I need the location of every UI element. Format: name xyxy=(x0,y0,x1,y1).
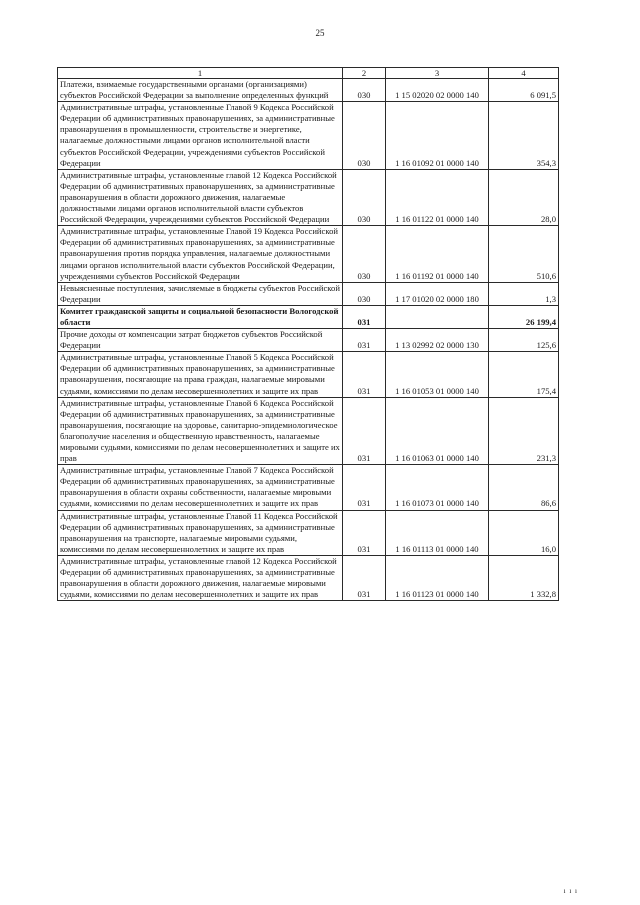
table-row xyxy=(58,352,559,397)
budget-classification-code: 1 16 01192 01 0000 140 xyxy=(386,226,489,282)
table-row xyxy=(58,397,559,465)
budget-classification-code: 1 16 01053 01 0000 140 xyxy=(386,352,489,397)
revenue-table xyxy=(57,67,559,601)
admin-code: 031 xyxy=(343,305,386,328)
amount: 175,4 xyxy=(489,352,559,397)
amount: 26 199,4 xyxy=(489,305,559,328)
corner-mark: ı ı ı xyxy=(563,887,578,895)
amount: 231,3 xyxy=(489,397,559,465)
revenue-name: Административные штрафы, установленные Главой 7 Кодекса Российской Федерации об административных правонарушениях, за административные правонарушения в области охраны собственности, налагаемые мировыми судьями, комиссиями по делам несовершеннолетних и защите их прав xyxy=(58,465,343,510)
admin-code: 031 xyxy=(343,555,386,600)
amount: 1,3 xyxy=(489,282,559,305)
table-row xyxy=(58,226,559,282)
table-row xyxy=(58,169,559,225)
amount: 125,6 xyxy=(489,329,559,352)
table-row xyxy=(58,79,559,102)
admin-code: 030 xyxy=(343,282,386,305)
admin-code: 030 xyxy=(343,226,386,282)
table-row xyxy=(58,102,559,170)
admin-code: 031 xyxy=(343,352,386,397)
budget-classification-code: 1 16 01123 01 0000 140 xyxy=(386,555,489,600)
revenue-name: Невыясненные поступления, зачисляемые в бюджеты субъектов Российской Федерации xyxy=(58,282,343,305)
revenue-name: Административные штрафы, установленные главой 12 Кодекса Российской Федерации об административных правонарушениях, за административные правонарушения в области дорожного движения, налагаемые должностными лицами органов исполнительной власти субъектов Российской Федерации, учреждениями субъектов Российской Федерации xyxy=(58,169,343,225)
revenue-name: Административные штрафы, установленные главой 12 Кодекса Российской Федерации об административных правонарушениях, за административные правонарушения в области дорожного движения, налагаемые мировыми судьями, комиссиями по делам несовершеннолетних и защите их прав xyxy=(58,555,343,600)
amount: 354,3 xyxy=(489,102,559,170)
amount: 6 091,5 xyxy=(489,79,559,102)
budget-classification-code xyxy=(386,305,489,328)
table-row xyxy=(58,510,559,555)
admin-code: 031 xyxy=(343,510,386,555)
column-header: 2 xyxy=(343,68,386,79)
admin-code: 030 xyxy=(343,169,386,225)
table-row xyxy=(58,282,559,305)
budget-classification-code: 1 16 01063 01 0000 140 xyxy=(386,397,489,465)
amount: 28,0 xyxy=(489,169,559,225)
page-number: 25 xyxy=(315,28,325,38)
column-header: 1 xyxy=(58,68,343,79)
amount: 510,6 xyxy=(489,226,559,282)
admin-code: 031 xyxy=(343,329,386,352)
admin-code: 030 xyxy=(343,102,386,170)
budget-classification-code: 1 13 02992 02 0000 130 xyxy=(386,329,489,352)
revenue-name: Платежи, взимаемые государственными органами (организациями) субъектов Российской Федерации за выполнение определенных функций xyxy=(58,79,343,102)
amount: 1 332,8 xyxy=(489,555,559,600)
column-header: 3 xyxy=(386,68,489,79)
column-header: 4 xyxy=(489,68,559,79)
revenue-name: Комитет гражданской защиты и социальной безопасности Вологодской области xyxy=(58,305,343,328)
admin-code: 031 xyxy=(343,465,386,510)
revenue-name: Административные штрафы, установленные Главой 19 Кодекса Российской Федерации об административных правонарушениях, за административные правонарушения против порядка управления, налагаемые должностными лицами органов исполнительной власти субъектов Российской Федерации, учреждениями субъектов Российской Федерации xyxy=(58,226,343,282)
budget-classification-code: 1 16 01073 01 0000 140 xyxy=(386,465,489,510)
revenue-name: Административные штрафы, установленные Главой 5 Кодекса Российской Федерации об административных правонарушениях, за административные правонарушения, посягающие на права граждан, налагаемые мировыми судьями, комиссиями по делам несовершеннолетних и защите их прав xyxy=(58,352,343,397)
table-header-row xyxy=(58,68,559,79)
table-row-section-header xyxy=(58,305,559,328)
revenue-name: Административные штрафы, установленные Главой 6 Кодекса Российской Федерации об административных правонарушениях, за административные правонарушения, посягающие на здоровье, санитарно-эпидемиологическое благополучие населения и общественную нравственность, налагаемые мировыми судьями, комиссиями по делам несовершеннолетних и защите их прав xyxy=(58,397,343,465)
budget-classification-code: 1 16 01113 01 0000 140 xyxy=(386,510,489,555)
revenue-name: Прочие доходы от компенсации затрат бюджетов субъектов Российской Федерации xyxy=(58,329,343,352)
budget-classification-code: 1 15 02020 02 0000 140 xyxy=(386,79,489,102)
amount: 86,6 xyxy=(489,465,559,510)
budget-classification-code: 1 16 01092 01 0000 140 xyxy=(386,102,489,170)
admin-code: 030 xyxy=(343,79,386,102)
budget-classification-code: 1 17 01020 02 0000 180 xyxy=(386,282,489,305)
table-row xyxy=(58,555,559,600)
table-row xyxy=(58,465,559,510)
admin-code: 031 xyxy=(343,397,386,465)
revenue-name: Административные штрафы, установленные Главой 9 Кодекса Российской Федерации об административных правонарушениях, за административные правонарушения в промышленности, строительстве и энергетике, налагаемые должностными лицами органов исполнительной власти субъектов Российской Федерации, учреждениями субъектов Российской Федерации xyxy=(58,102,343,170)
revenue-name: Административные штрафы, установленные Главой 11 Кодекса Российской Федерации об административных правонарушениях, за административные правонарушения на транспорте, налагаемые мировыми судьями, комиссиями по делам несовершеннолетних и защите их прав xyxy=(58,510,343,555)
table-row xyxy=(58,329,559,352)
amount: 16,0 xyxy=(489,510,559,555)
budget-classification-code: 1 16 01122 01 0000 140 xyxy=(386,169,489,225)
